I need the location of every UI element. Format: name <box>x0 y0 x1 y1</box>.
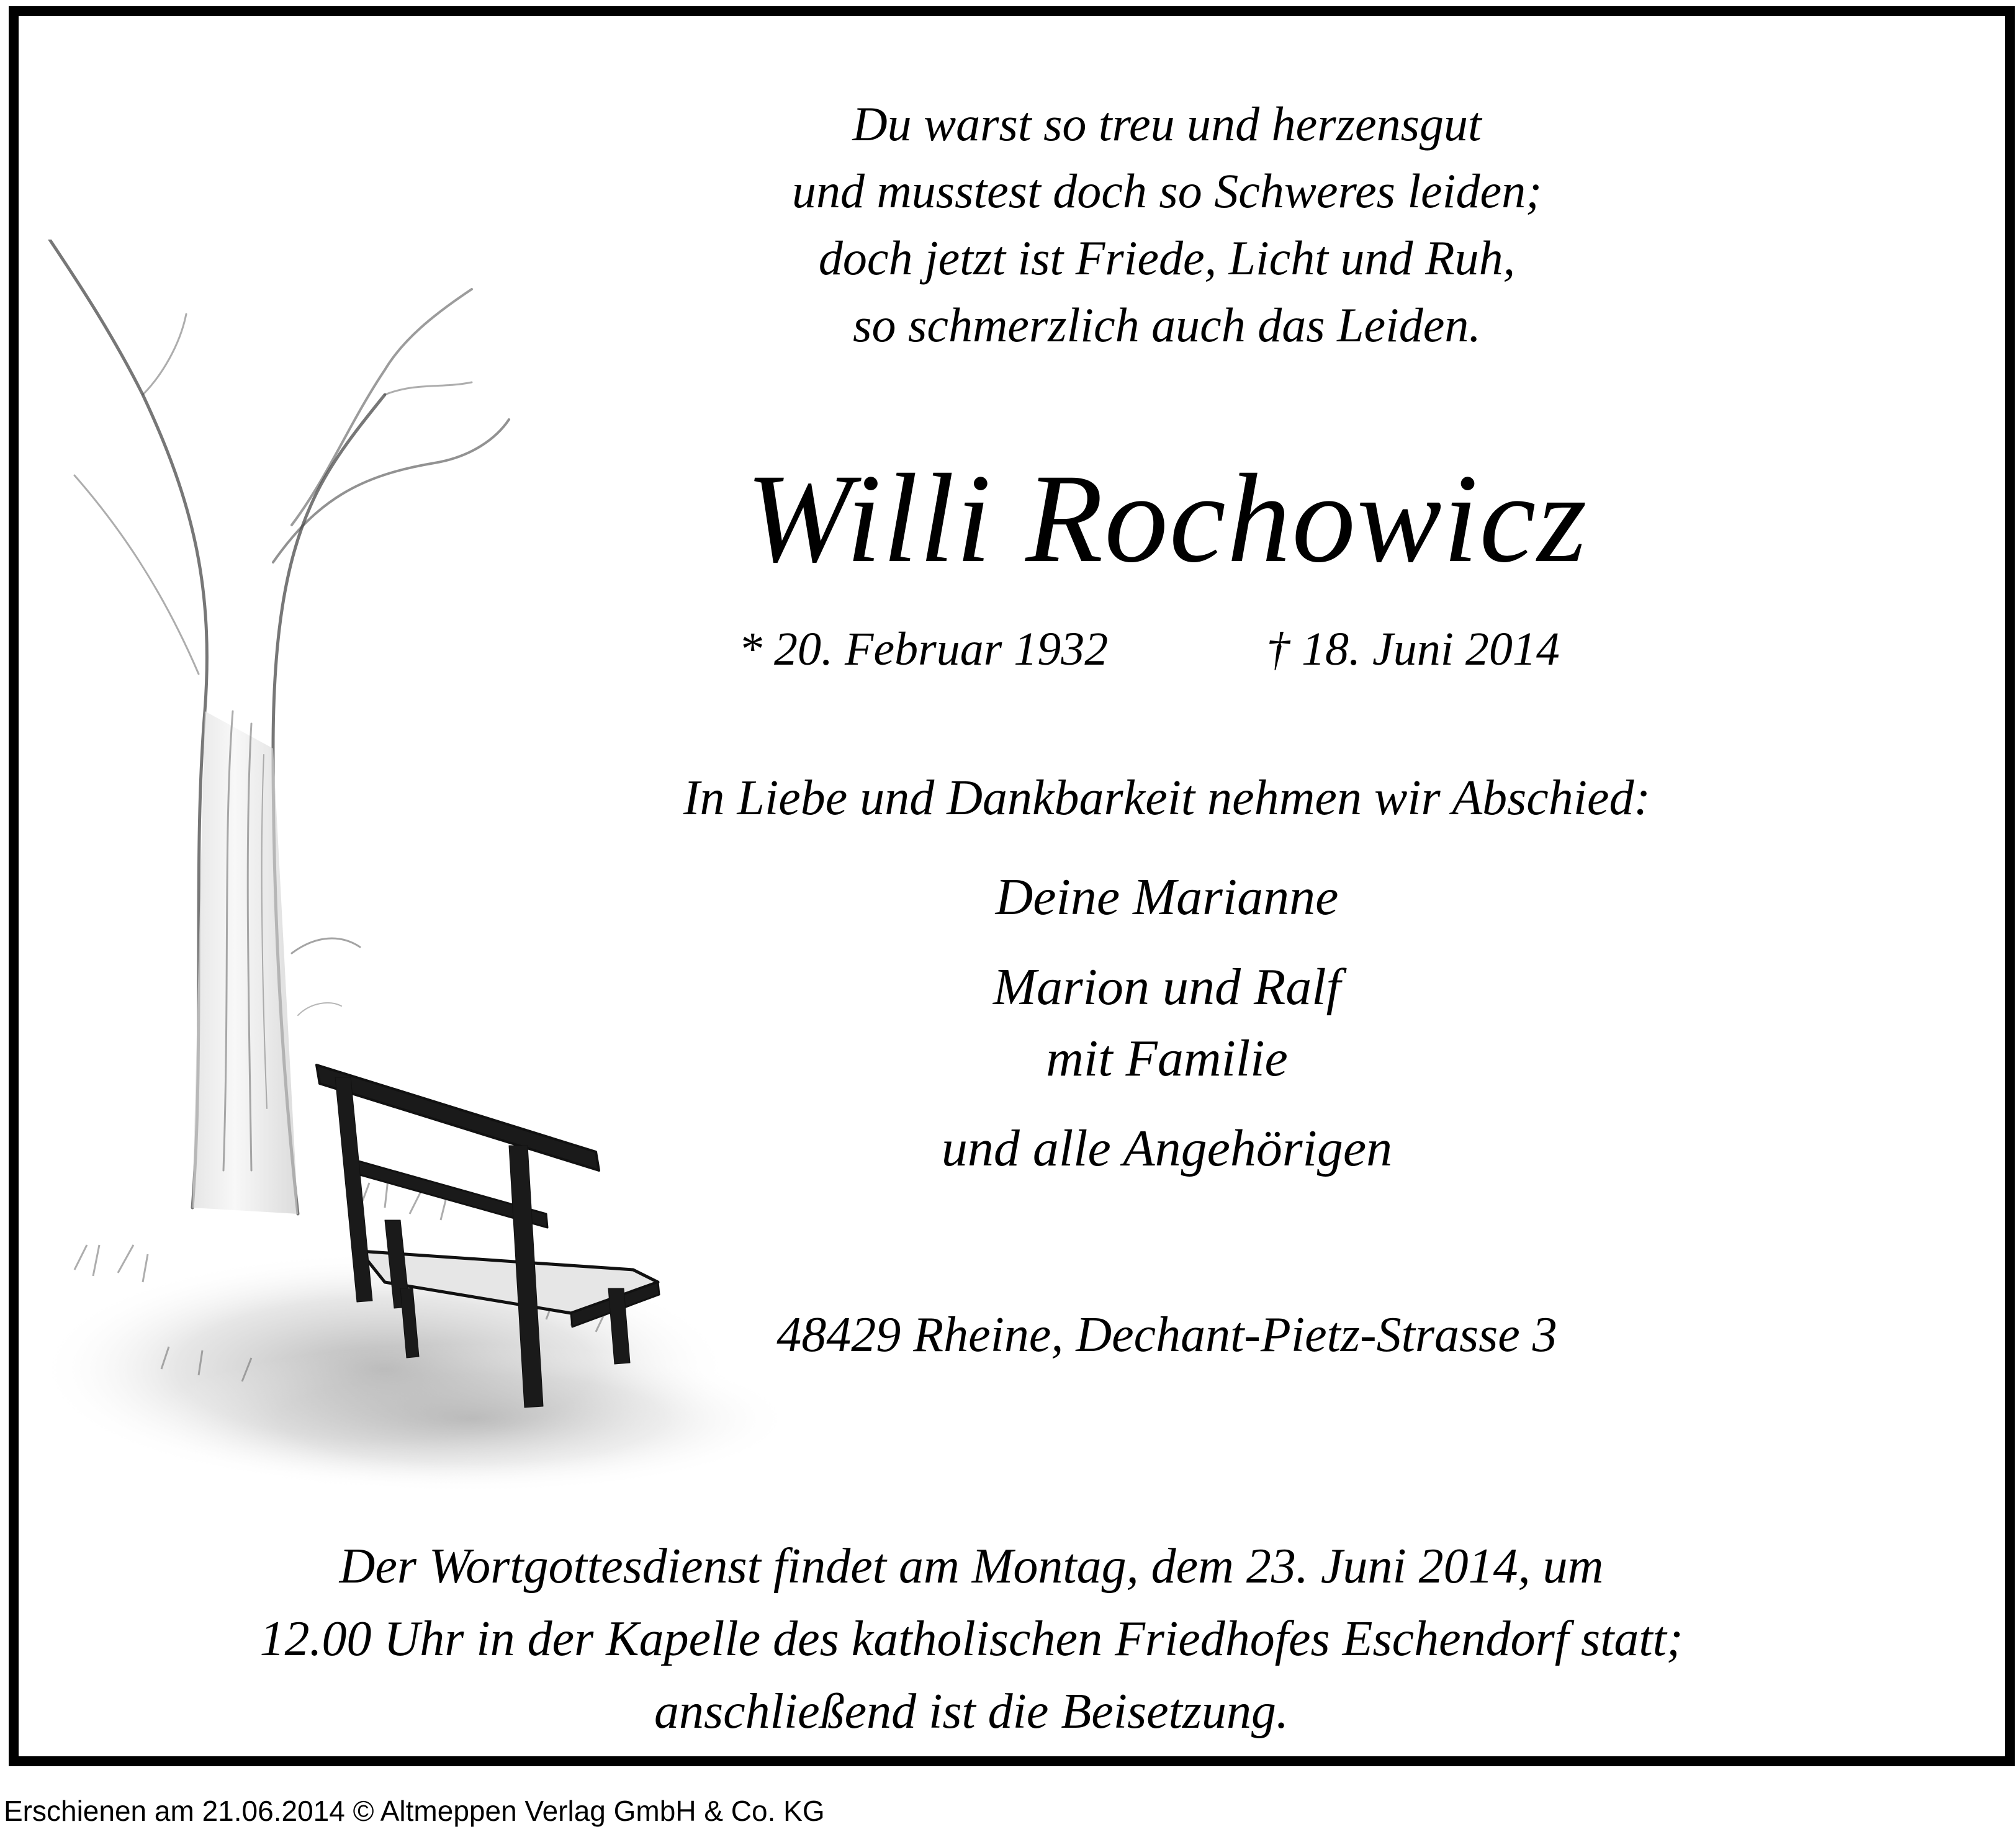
poem-line: Du warst so treu und herzensgut <box>852 97 1482 151</box>
publication-note: Erschienen am 21.06.2014 © Altmeppen Verlag GmbH & Co. KG <box>4 1795 825 1827</box>
service-announcement <box>56 1530 1887 1748</box>
poem-line: so schmerzlich auch das Leiden. <box>853 298 1481 352</box>
tree-icon <box>50 240 509 1214</box>
deceased-name: Willi Rochowicz <box>745 448 1588 589</box>
poem-line: doch jetzt ist Friede, Licht und Ruh, <box>818 231 1516 285</box>
family-address: 48429 Rheine, Dechant-Pietz-Strasse 3 <box>776 1308 1557 1362</box>
birth-date: * 20. Februar 1932 <box>739 623 1109 675</box>
farewell-text: In Liebe und Dankbarkeit nehmen wir Abschied: <box>683 771 1651 825</box>
service-line: 12.00 Uhr in der Kapelle des katholischen Friedhofes Eschendorf statt; <box>259 1612 1683 1666</box>
mourner-name: Marion und Ralf <box>993 958 1341 1016</box>
mourner-name: Deine Marianne <box>995 868 1339 926</box>
memorial-poem <box>639 91 1694 359</box>
service-line: anschließend ist die Beisetzung. <box>654 1684 1289 1739</box>
service-line: Der Wortgottesdienst findet am Montag, dem 23. Juni 2014, um <box>339 1539 1604 1594</box>
obituary-notice <box>9 6 2015 1766</box>
death-date: † 18. Juni 2014 <box>1266 623 1560 675</box>
mourner-name: und alle Angehörigen <box>941 1120 1393 1177</box>
mourner-name: mit Familie <box>1046 1030 1288 1087</box>
poem-line: und musstest doch so Schweres leiden; <box>791 164 1542 218</box>
